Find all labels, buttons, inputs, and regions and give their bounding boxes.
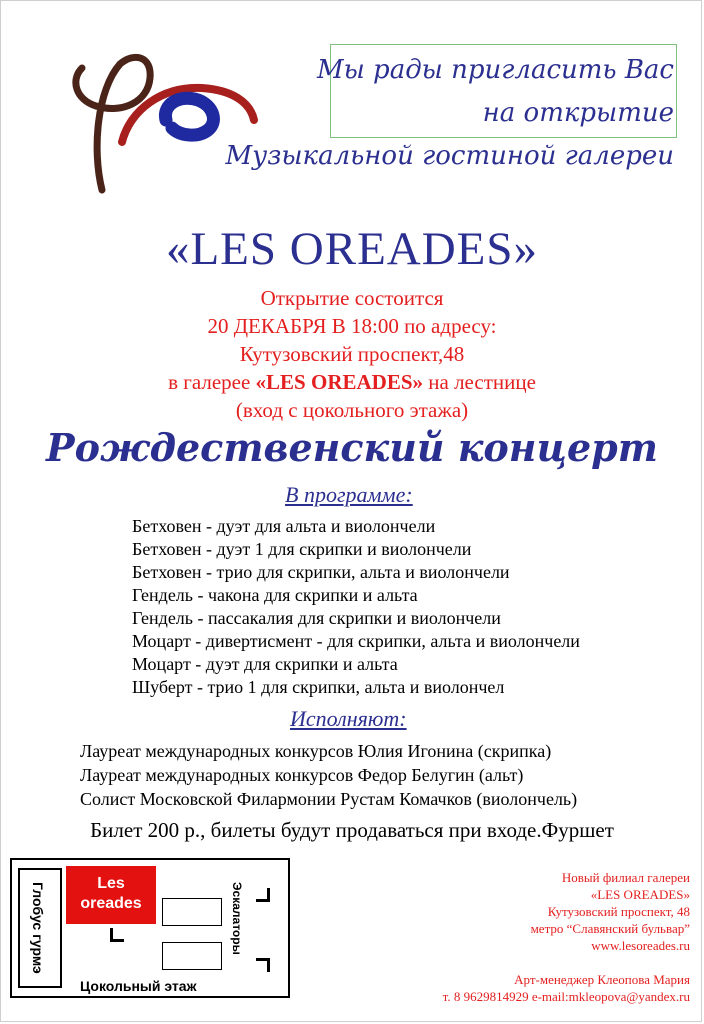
map-escalator-lower [162, 942, 222, 970]
map-gallery-label-2: oreades [80, 895, 142, 912]
map-gallery-label-1: Les [97, 875, 125, 892]
details-entrance: (вход с цокольного этажа) [235, 398, 469, 422]
details-location [0, 370, 704, 395]
contact-line: «LES OREADES» [590, 887, 690, 902]
program-item: Бетховен - трио для скрипки, альта и виолончели [132, 562, 510, 582]
details-address: Кутузовский проспект,48 [239, 342, 465, 366]
contact-phone-email[interactable]: т. 8 9629814929 e-mail:mkleopova@yandex.ru [442, 989, 690, 1004]
website-link[interactable]: www.lesoreades.ru [591, 938, 690, 953]
concert-title: Рождественский концерт [46, 425, 658, 470]
program-heading: В программе: [285, 482, 413, 507]
details-location-gallery: «LES OREADES» [255, 370, 424, 394]
map-corner-arrow-icon [256, 888, 270, 902]
details-date: 20 ДЕКАБРЯ В 18:00 по адресу: [207, 314, 497, 338]
map-gallery-block [66, 866, 156, 924]
contact-line: Арт-менеджер Клеопова Мария [514, 972, 690, 987]
program-item: Моцарт - дуэт для скрипки и альта [132, 654, 398, 674]
ticket-info: Билет 200 р., билеты будут продаваться при входе.Фуршет [90, 818, 614, 842]
performers-heading: Исполняют: [290, 706, 407, 731]
map-corner-arrow-icon [110, 928, 124, 942]
invitation-line-2: на открытие [482, 98, 674, 128]
program-item: Гендель - чакона для скрипки и альта [132, 585, 418, 605]
program-item: Шуберт - трио 1 для скрипки, альта и виолончел [132, 677, 505, 697]
performer-item: Лауреат международных конкурсов Федор Белугин (альт) [80, 765, 524, 785]
map-escalator-upper [162, 898, 222, 926]
gallery-title: «LES OREADES» [165, 223, 539, 275]
contact-line: Новый филиал галереи [561, 870, 690, 885]
program-item: Гендель - пассакалия для скрипки и виолончели [132, 608, 501, 628]
logo-dark-stroke [76, 57, 150, 190]
performer-item: Солист Московской Филармонии Рустам Комачков (виолончель) [80, 789, 578, 809]
program-item: Бетховен - дуэт 1 для скрипки и виолончели [132, 539, 472, 559]
map-escalators-label: Эскалаторы [230, 882, 244, 955]
details-location-pre: в галерее [168, 370, 256, 394]
program-item: Моцарт - дивертисмент - для скрипки, альта и виолончели [132, 631, 580, 651]
map-floor-label: Цокольный этаж [80, 978, 197, 994]
contact-line: метро “Славянский бульвар” [530, 921, 690, 936]
map-store-label: Глобус гурмэ [30, 882, 46, 974]
performer-item: Лауреат международных конкурсов Юлия Игонина (скрипка) [80, 741, 552, 761]
details-line-1: Открытие состоится [260, 286, 444, 310]
contact-line: Кутузовский проспект, 48 [547, 904, 690, 919]
invitation-line-3: Музыкальной гостиной галереи [225, 141, 674, 171]
gallery-logo [62, 50, 262, 210]
details-location-post: на лестнице [423, 370, 536, 394]
invitation-line-1: Мы рады пригласить Вас [316, 55, 674, 85]
map-corner-arrow-icon [256, 958, 270, 972]
program-item: Бетховен - дуэт для альта и виолончели [132, 516, 436, 536]
logo-blue-stroke [165, 98, 213, 135]
